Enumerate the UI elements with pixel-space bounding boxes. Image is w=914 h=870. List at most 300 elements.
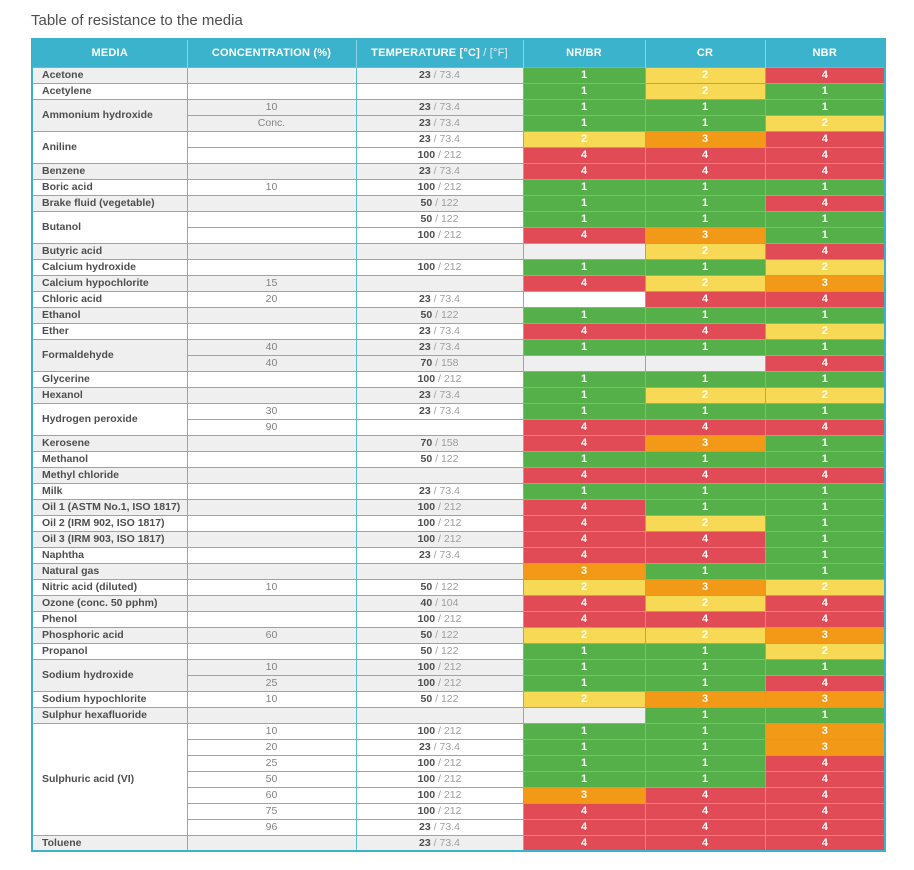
media-cell-phenol: Phenol	[32, 611, 187, 627]
table-row	[32, 403, 885, 419]
temperature-cell	[356, 339, 523, 355]
rating-cell-cr: 1	[645, 211, 765, 227]
temperature-fahrenheit: / 122	[432, 629, 459, 641]
rating-cell-nr-br: 4	[523, 227, 645, 243]
rating-cell-nr-br: 1	[523, 483, 645, 499]
rating-cell-nr-br: 4	[523, 163, 645, 179]
rating-cell-cr: 4	[645, 531, 765, 547]
rating-cell-cr: 4	[645, 291, 765, 307]
table-row	[32, 579, 885, 595]
rating-cell-nbr: 2	[765, 323, 885, 339]
rating-cell-cr: 2	[645, 275, 765, 291]
concentration-cell: 60	[187, 787, 356, 803]
media-cell-milk: Milk	[32, 483, 187, 499]
rating-cell-nr-br: 2	[523, 131, 645, 147]
temperature-fahrenheit: / 73.4	[430, 117, 460, 129]
table-row	[32, 243, 885, 259]
concentration-cell: 10	[187, 723, 356, 739]
temperature-cell	[356, 147, 523, 163]
media-cell-brake-fluid-vegetable: Brake fluid (vegetable)	[32, 195, 187, 211]
rating-cell-nbr: 3	[765, 627, 885, 643]
temperature-fahrenheit: / 122	[432, 197, 459, 209]
concentration-cell	[187, 323, 356, 339]
rating-cell-cr: 4	[645, 163, 765, 179]
temperature-celsius: 70	[420, 357, 433, 369]
temperature-celsius: 23	[419, 101, 431, 113]
media-cell-ethanol: Ethanol	[32, 307, 187, 323]
concentration-cell: 10	[187, 659, 356, 675]
rating-cell-nbr: 1	[765, 499, 885, 515]
rating-cell-nr-br: 1	[523, 115, 645, 131]
rating-cell-nbr: 1	[765, 483, 885, 499]
rating-cell-cr: 4	[645, 147, 765, 163]
table-row	[32, 339, 885, 355]
rating-cell-nr-br: 1	[523, 739, 645, 755]
concentration-cell: 50	[187, 771, 356, 787]
media-cell-ozone-conc-50-pphm: Ozone (conc. 50 pphm)	[32, 595, 187, 611]
concentration-cell	[187, 835, 356, 851]
rating-cell-cr: 1	[645, 643, 765, 659]
rating-cell-cr: 1	[645, 771, 765, 787]
rating-cell-cr	[645, 355, 765, 371]
concentration-cell: 15	[187, 275, 356, 291]
rating-cell-nr-br: 1	[523, 67, 645, 83]
rating-cell-nr-br: 1	[523, 675, 645, 691]
media-cell-butyric-acid: Butyric acid	[32, 243, 187, 259]
table-row	[32, 435, 885, 451]
concentration-cell	[187, 563, 356, 579]
media-cell-glycerine: Glycerine	[32, 371, 187, 387]
temperature-cell	[356, 755, 523, 771]
temperature-fahrenheit: / 212	[435, 149, 462, 161]
rating-cell-nr-br: 1	[523, 451, 645, 467]
temperature-celsius: 50	[420, 309, 433, 321]
media-cell-propanol: Propanol	[32, 643, 187, 659]
temperature-cell	[356, 835, 523, 851]
media-cell-kerosene: Kerosene	[32, 435, 187, 451]
media-cell-nitric-acid-diluted: Nitric acid (diluted)	[32, 579, 187, 595]
temperature-fahrenheit: / 73.4	[430, 133, 460, 145]
temperature-celsius: 100	[417, 181, 436, 193]
rating-cell-nbr: 3	[765, 275, 885, 291]
temperature-fahrenheit: / 122	[432, 309, 459, 321]
rating-cell-nbr: 1	[765, 211, 885, 227]
table-row	[32, 307, 885, 323]
rating-cell-cr: 2	[645, 67, 765, 83]
temperature-fahrenheit: / 73.4	[430, 405, 460, 417]
rating-cell-nr-br: 1	[523, 99, 645, 115]
rating-cell-nr-br: 4	[523, 595, 645, 611]
rating-cell-nbr: 4	[765, 595, 885, 611]
temperature-cell	[356, 179, 523, 195]
rating-cell-nr-br: 1	[523, 339, 645, 355]
temperature-cell	[356, 131, 523, 147]
rating-cell-nr-br: 4	[523, 819, 645, 835]
media-cell-naphtha: Naphtha	[32, 547, 187, 563]
rating-cell-nbr: 1	[765, 403, 885, 419]
concentration-cell	[187, 163, 356, 179]
temperature-fahrenheit: / 73.4	[430, 101, 460, 113]
table-row	[32, 179, 885, 195]
column-header-temperature-c: TEMPERATURE [°C] / [°F]	[356, 39, 523, 67]
temperature-celsius: 23	[419, 133, 431, 145]
rating-cell-nr-br	[523, 707, 645, 723]
temperature-cell	[356, 499, 523, 515]
rating-cell-nr-br: 2	[523, 579, 645, 595]
media-cell-butanol: Butanol	[32, 211, 187, 243]
media-cell-sodium-hypochlorite: Sodium hypochlorite	[32, 691, 187, 707]
temperature-cell	[356, 691, 523, 707]
media-cell-acetone: Acetone	[32, 67, 187, 83]
media-cell-sulphuric-acid-vi: Sulphuric acid (VI)	[32, 723, 187, 835]
temperature-cell	[356, 355, 523, 371]
rating-cell-nr-br: 1	[523, 723, 645, 739]
rating-cell-cr: 2	[645, 83, 765, 99]
temperature-celsius: 100	[417, 789, 436, 801]
rating-cell-nbr: 4	[765, 611, 885, 627]
temperature-cell	[356, 611, 523, 627]
concentration-cell: 10	[187, 579, 356, 595]
rating-cell-nr-br: 4	[523, 435, 645, 451]
rating-cell-nbr: 4	[765, 787, 885, 803]
column-header-nr-br: NR/BR	[523, 39, 645, 67]
temperature-celsius: 100	[417, 725, 436, 737]
temperature-cell	[356, 259, 523, 275]
temperature-cell	[356, 563, 523, 579]
temperature-cell	[356, 323, 523, 339]
rating-cell-cr: 4	[645, 611, 765, 627]
table-row	[32, 515, 885, 531]
rating-cell-nbr: 4	[765, 131, 885, 147]
rating-cell-cr: 1	[645, 707, 765, 723]
temperature-fahrenheit: / 73.4	[430, 389, 460, 401]
rating-cell-nr-br: 4	[523, 611, 645, 627]
concentration-cell	[187, 435, 356, 451]
rating-cell-nbr: 2	[765, 643, 885, 659]
concentration-cell	[187, 643, 356, 659]
temperature-cell	[356, 739, 523, 755]
table-row	[32, 83, 885, 99]
table-row	[32, 387, 885, 403]
rating-cell-nbr: 1	[765, 659, 885, 675]
temperature-celsius: 23	[419, 69, 431, 81]
temperature-celsius: 100	[417, 261, 436, 273]
concentration-cell: 40	[187, 355, 356, 371]
temperature-fahrenheit: / 212	[435, 773, 462, 785]
temperature-cell	[356, 195, 523, 211]
concentration-cell	[187, 451, 356, 467]
rating-cell-nr-br: 1	[523, 371, 645, 387]
media-cell-oil-3-irm-903-iso-1817: Oil 3 (IRM 903, ISO 1817)	[32, 531, 187, 547]
rating-cell-nr-br: 1	[523, 659, 645, 675]
rating-cell-nr-br: 4	[523, 323, 645, 339]
temperature-cell	[356, 675, 523, 691]
table-row	[32, 371, 885, 387]
concentration-cell	[187, 307, 356, 323]
table-row	[32, 211, 885, 227]
media-cell-chloric-acid: Chloric acid	[32, 291, 187, 307]
concentration-cell	[187, 467, 356, 483]
concentration-cell: 20	[187, 739, 356, 755]
rating-cell-nr-br: 1	[523, 259, 645, 275]
temperature-fahrenheit: / 73.4	[430, 821, 460, 833]
page-title: Table of resistance to the media	[31, 12, 243, 29]
temperature-fahrenheit: / 212	[435, 725, 462, 737]
rating-cell-nbr: 1	[765, 227, 885, 243]
temperature-cell	[356, 467, 523, 483]
rating-cell-nr-br: 4	[523, 499, 645, 515]
rating-cell-cr: 4	[645, 835, 765, 851]
table-row	[32, 835, 885, 851]
rating-cell-cr: 1	[645, 675, 765, 691]
temperature-celsius: 100	[417, 773, 436, 785]
concentration-cell: Conc.	[187, 115, 356, 131]
rating-cell-nbr: 1	[765, 307, 885, 323]
temperature-celsius: 50	[420, 581, 433, 593]
rating-cell-cr: 1	[645, 259, 765, 275]
media-cell-calcium-hydroxide: Calcium hydroxide	[32, 259, 187, 275]
concentration-cell	[187, 483, 356, 499]
temperature-cell	[356, 659, 523, 675]
table-row	[32, 259, 885, 275]
temperature-fahrenheit: / 73.4	[430, 69, 460, 81]
temperature-celsius: 40	[420, 597, 433, 609]
temperature-cell	[356, 163, 523, 179]
rating-cell-cr: 1	[645, 195, 765, 211]
rating-cell-cr: 2	[645, 595, 765, 611]
rating-cell-cr: 4	[645, 323, 765, 339]
rating-cell-cr: 2	[645, 515, 765, 531]
media-cell-natural-gas: Natural gas	[32, 563, 187, 579]
rating-cell-nbr: 4	[765, 163, 885, 179]
rating-cell-cr: 1	[645, 499, 765, 515]
temperature-celsius: 100	[417, 149, 436, 161]
temperature-cell	[356, 243, 523, 259]
concentration-cell: 40	[187, 339, 356, 355]
rating-cell-nbr: 1	[765, 435, 885, 451]
rating-cell-cr: 4	[645, 467, 765, 483]
rating-cell-nr-br: 4	[523, 547, 645, 563]
concentration-cell	[187, 259, 356, 275]
rating-cell-nbr: 4	[765, 355, 885, 371]
table-header	[32, 39, 885, 67]
temperature-cell	[356, 771, 523, 787]
rating-cell-cr: 1	[645, 739, 765, 755]
rating-cell-nbr: 2	[765, 387, 885, 403]
table-row	[32, 643, 885, 659]
temperature-cell	[356, 387, 523, 403]
table-row	[32, 323, 885, 339]
temperature-cell	[356, 291, 523, 307]
concentration-cell	[187, 547, 356, 563]
temperature-celsius: 100	[417, 613, 436, 625]
rating-cell-nbr: 2	[765, 259, 885, 275]
temperature-fahrenheit: / 73.4	[430, 341, 460, 353]
media-cell-sodium-hydroxide: Sodium hydroxide	[32, 659, 187, 691]
table-row	[32, 723, 885, 739]
rating-cell-nbr: 4	[765, 195, 885, 211]
concentration-cell	[187, 227, 356, 243]
concentration-cell	[187, 707, 356, 723]
temperature-fahrenheit: / 122	[432, 693, 459, 705]
temperature-fahrenheit: / 73.4	[430, 293, 460, 305]
rating-cell-nr-br: 3	[523, 563, 645, 579]
rating-cell-nbr: 4	[765, 755, 885, 771]
rating-cell-nbr: 2	[765, 115, 885, 131]
media-cell-oil-2-irm-902-iso-1817: Oil 2 (IRM 902, ISO 1817)	[32, 515, 187, 531]
temperature-celsius: 23	[419, 821, 431, 833]
rating-cell-nr-br: 4	[523, 467, 645, 483]
temperature-celsius: 50	[420, 213, 433, 225]
rating-cell-cr: 1	[645, 371, 765, 387]
table-row	[32, 99, 885, 115]
temperature-fahrenheit: / 212	[435, 613, 462, 625]
temperature-cell	[356, 819, 523, 835]
table-row	[32, 595, 885, 611]
rating-cell-nbr: 1	[765, 563, 885, 579]
table-row	[32, 131, 885, 147]
concentration-cell: 30	[187, 403, 356, 419]
table-row	[32, 627, 885, 643]
column-header-light-part: / [°F]	[480, 47, 508, 60]
rating-cell-cr: 4	[645, 787, 765, 803]
temperature-fahrenheit: / 73.4	[430, 325, 460, 337]
rating-cell-nbr: 4	[765, 819, 885, 835]
media-cell-acetylene: Acetylene	[32, 83, 187, 99]
concentration-cell	[187, 131, 356, 147]
concentration-cell	[187, 83, 356, 99]
temperature-fahrenheit: / 212	[435, 757, 462, 769]
temperature-celsius: 50	[420, 693, 433, 705]
rating-cell-cr: 1	[645, 99, 765, 115]
table-row	[32, 611, 885, 627]
temperature-celsius: 100	[417, 229, 436, 241]
rating-cell-nr-br: 4	[523, 275, 645, 291]
temperature-fahrenheit: / 212	[435, 805, 462, 817]
rating-cell-nr-br: 3	[523, 787, 645, 803]
rating-cell-nbr: 4	[765, 467, 885, 483]
temperature-cell	[356, 483, 523, 499]
rating-cell-cr: 3	[645, 131, 765, 147]
rating-cell-nr-br	[523, 355, 645, 371]
temperature-cell	[356, 579, 523, 595]
rating-cell-nr-br: 4	[523, 803, 645, 819]
rating-cell-nbr: 1	[765, 83, 885, 99]
rating-cell-nbr: 2	[765, 579, 885, 595]
concentration-cell: 10	[187, 99, 356, 115]
rating-cell-cr: 1	[645, 723, 765, 739]
concentration-cell	[187, 371, 356, 387]
table-row	[32, 531, 885, 547]
concentration-cell: 96	[187, 819, 356, 835]
rating-cell-nbr: 4	[765, 835, 885, 851]
temperature-celsius: 50	[420, 197, 433, 209]
concentration-cell	[187, 499, 356, 515]
temperature-celsius: 100	[417, 501, 436, 513]
temperature-cell	[356, 307, 523, 323]
rating-cell-cr: 4	[645, 819, 765, 835]
temperature-celsius: 23	[419, 549, 431, 561]
media-cell-phosphoric-acid: Phosphoric acid	[32, 627, 187, 643]
table-row	[32, 291, 885, 307]
rating-cell-nr-br: 4	[523, 419, 645, 435]
temperature-cell	[356, 83, 523, 99]
concentration-cell: 75	[187, 803, 356, 819]
temperature-cell	[356, 723, 523, 739]
rating-cell-nbr: 4	[765, 675, 885, 691]
concentration-cell	[187, 515, 356, 531]
concentration-cell	[187, 531, 356, 547]
concentration-cell: 25	[187, 675, 356, 691]
table-row	[32, 707, 885, 723]
rating-cell-nbr: 3	[765, 739, 885, 755]
rating-cell-nbr: 1	[765, 547, 885, 563]
temperature-cell	[356, 515, 523, 531]
temperature-fahrenheit: / 212	[435, 677, 462, 689]
media-cell-sulphur-hexafluoride: Sulphur hexafluoride	[32, 707, 187, 723]
temperature-celsius: 100	[417, 533, 436, 545]
table-row	[32, 195, 885, 211]
rating-cell-nbr: 4	[765, 771, 885, 787]
media-cell-toluene: Toluene	[32, 835, 187, 851]
table-body	[32, 67, 885, 851]
temperature-celsius: 23	[419, 485, 431, 497]
temperature-celsius: 50	[420, 453, 433, 465]
rating-cell-nr-br: 2	[523, 691, 645, 707]
rating-cell-nbr: 1	[765, 339, 885, 355]
temperature-cell	[356, 787, 523, 803]
concentration-cell: 20	[187, 291, 356, 307]
temperature-fahrenheit: / 122	[432, 453, 459, 465]
rating-cell-nr-br: 2	[523, 627, 645, 643]
temperature-fahrenheit: / 73.4	[430, 485, 460, 497]
temperature-celsius: 50	[420, 629, 433, 641]
rating-cell-nr-br: 1	[523, 403, 645, 419]
temperature-cell	[356, 627, 523, 643]
media-cell-methyl-chloride: Methyl chloride	[32, 467, 187, 483]
rating-cell-cr: 1	[645, 403, 765, 419]
rating-cell-cr: 4	[645, 803, 765, 819]
temperature-cell	[356, 371, 523, 387]
temperature-celsius: 100	[417, 805, 436, 817]
media-cell-formaldehyde: Formaldehyde	[32, 339, 187, 371]
rating-cell-cr: 1	[645, 451, 765, 467]
rating-cell-cr: 1	[645, 659, 765, 675]
rating-cell-cr: 3	[645, 579, 765, 595]
temperature-cell	[356, 435, 523, 451]
temperature-cell	[356, 595, 523, 611]
temperature-celsius: 50	[420, 645, 433, 657]
rating-cell-cr: 3	[645, 227, 765, 243]
temperature-fahrenheit: / 212	[435, 373, 462, 385]
rating-cell-cr: 1	[645, 307, 765, 323]
concentration-cell: 60	[187, 627, 356, 643]
temperature-celsius: 23	[419, 389, 431, 401]
rating-cell-cr: 2	[645, 243, 765, 259]
rating-cell-nbr: 1	[765, 707, 885, 723]
rating-cell-nbr: 4	[765, 419, 885, 435]
table-row	[32, 451, 885, 467]
rating-cell-nbr: 1	[765, 179, 885, 195]
temperature-fahrenheit: / 73.4	[430, 165, 460, 177]
table-row	[32, 563, 885, 579]
media-cell-ammonium-hydroxide: Ammonium hydroxide	[32, 99, 187, 131]
temperature-fahrenheit: / 73.4	[430, 549, 460, 561]
temperature-celsius: 23	[419, 341, 431, 353]
resistance-table	[31, 38, 886, 852]
concentration-cell	[187, 67, 356, 83]
table-row	[32, 467, 885, 483]
